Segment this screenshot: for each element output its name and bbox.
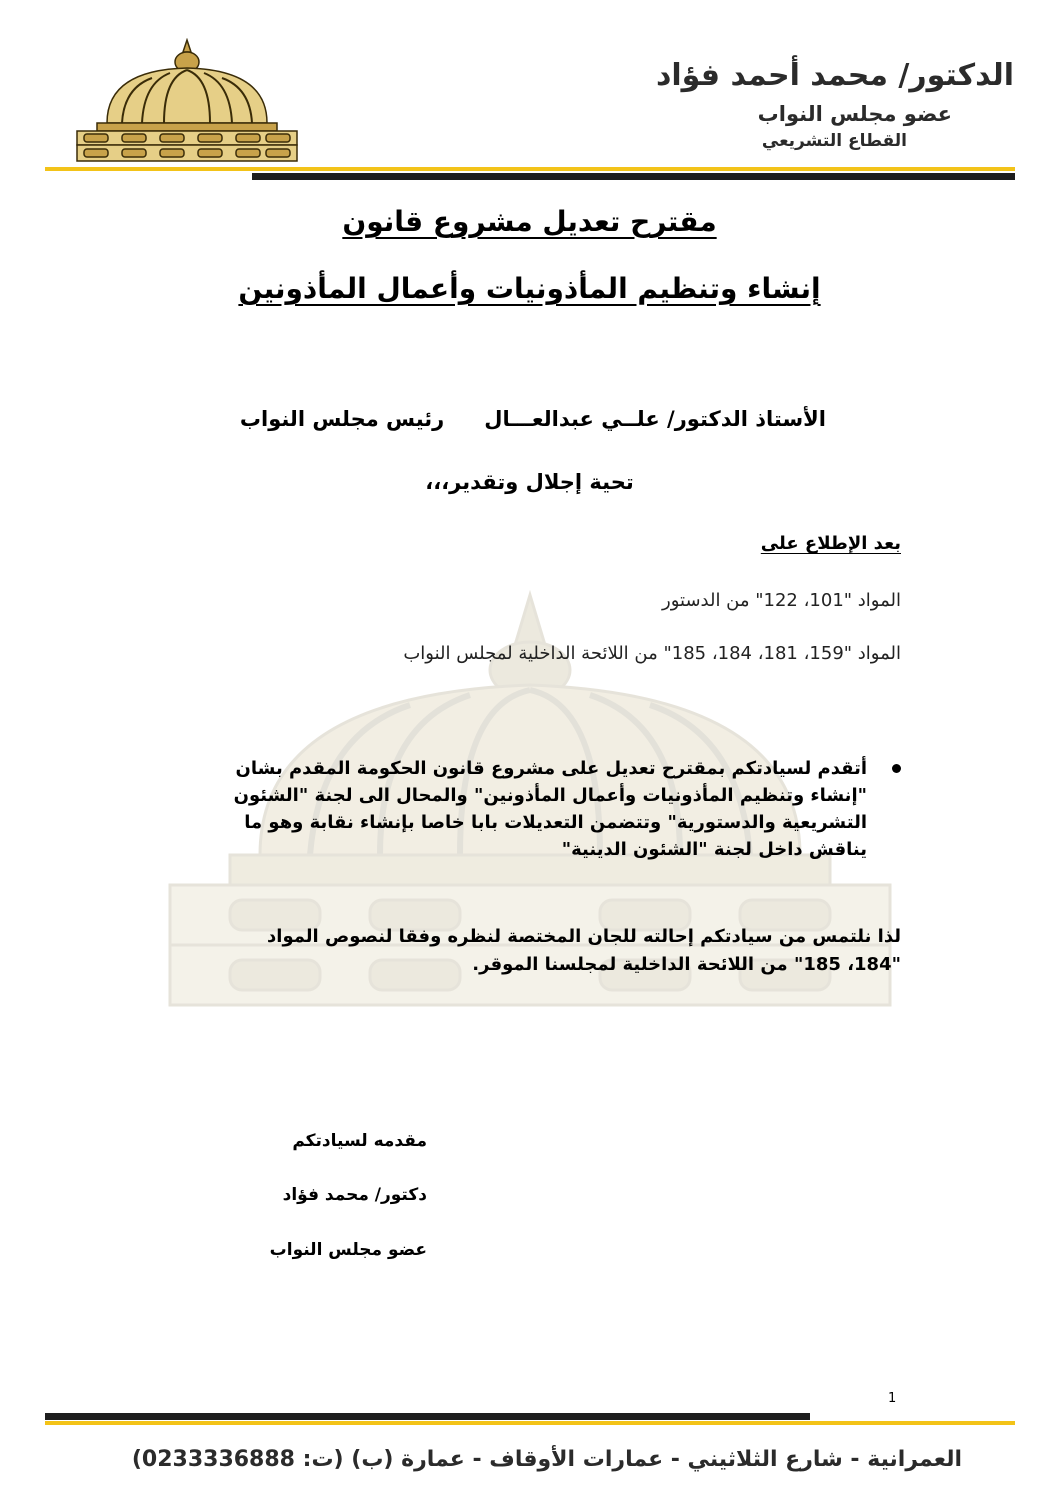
greeting: تحية إجلال وتقدير،،، xyxy=(425,470,634,494)
footer-gold-rule xyxy=(45,1421,1015,1425)
header-role: عضو مجلس النواب xyxy=(757,102,952,126)
document-subtitle: إنشاء وتنظيم المأذونيات وأعمال المأذونين xyxy=(238,272,821,305)
header-dark-rule xyxy=(252,173,1015,180)
footer-dark-rule xyxy=(45,1413,810,1420)
signature-intro: مقدمه لسيادتكم xyxy=(292,1131,427,1151)
bullet-dot-icon xyxy=(892,764,901,773)
document-title: مقترح تعديل مشروع قانون xyxy=(342,205,717,238)
header-gold-rule xyxy=(45,167,1015,171)
parliament-dome-logo xyxy=(72,38,302,164)
proposal-text: أتقدم لسيادتكم بمقترح تعديل على مشروع قانون الحكومة المقدم بشان "إنشاء وتنظيم المأذونيات وأعمال المأذونين" والمحال الى لجنة "الشئون التشريعية والدستورية" وتتضمن التعديلات بابا خاصا بإنشاء نقابة وهو ما يناقش داخل لجنة "الشئون الدينية" xyxy=(233,758,867,860)
header-sector: القطاع التشريعي xyxy=(761,131,907,151)
bylaw-articles: المواد "159، 181، 184، 185" من اللائحة الداخلية لمجلس النواب xyxy=(403,643,901,664)
footer-address: العمرانية - شارع الثلاثيني - عمارات الأوقاف - عمارة (ب) (ت: 0233336888) xyxy=(131,1447,962,1472)
after-review-heading: بعد الإطلاع على xyxy=(760,533,901,554)
constitution-articles: المواد "101، 122" من الدستور xyxy=(662,590,901,611)
addressee-line xyxy=(240,407,826,431)
request-paragraph: لذا نلتمس من سيادتكم إحالته للجان المختصة لنظره وفقا لنصوص المواد "184، 185" من اللائحة الداخلية لمجلسنا الموقر. xyxy=(267,926,901,975)
page-number: 1 xyxy=(888,1391,897,1406)
header-name: الدكتور/ محمد أحمد فؤاد xyxy=(655,58,1014,93)
addressee-position: رئيس مجلس النواب xyxy=(239,407,445,431)
addressee-name: الأستاذ الدكتور/ علــي عبدالعـــال xyxy=(484,407,826,431)
signature-title: عضو مجلس النواب xyxy=(269,1240,427,1260)
signature-name: دكتور/ محمد فؤاد xyxy=(282,1185,427,1205)
